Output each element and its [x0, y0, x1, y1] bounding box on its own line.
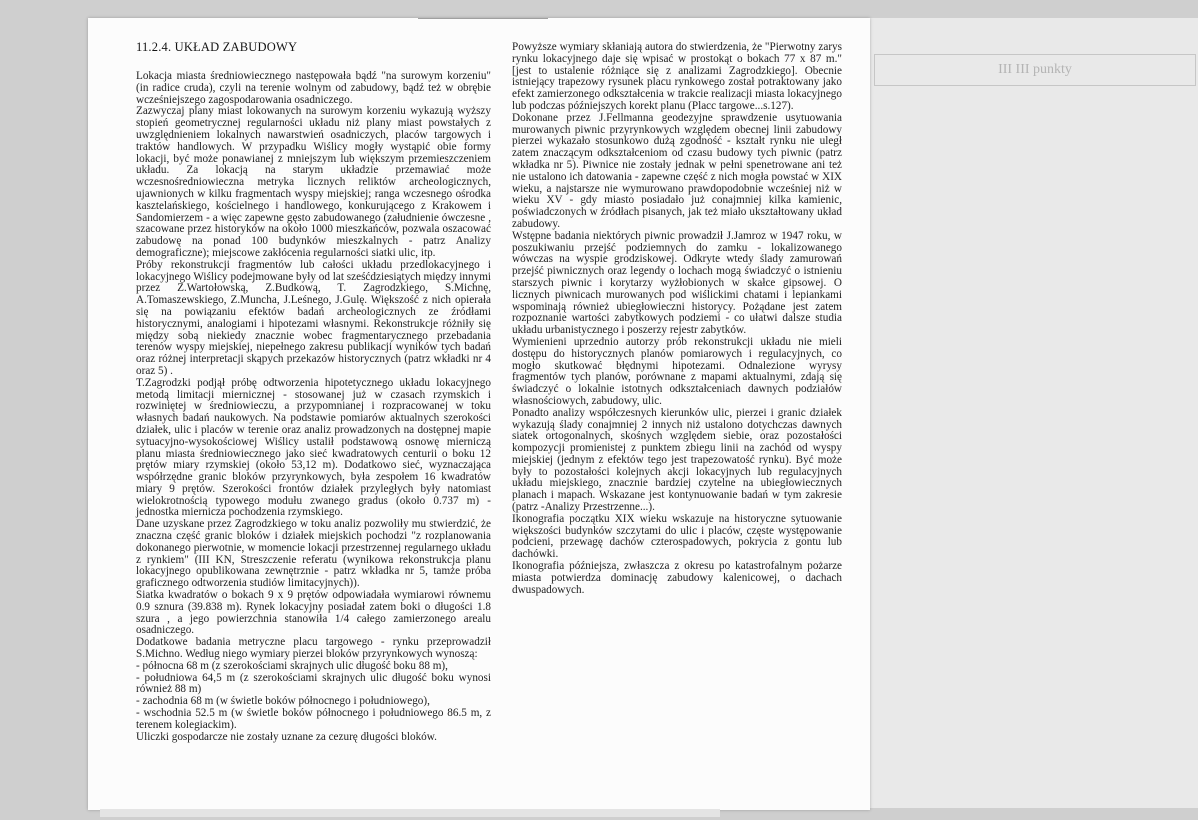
paragraph: Ikonografia późniejsza, zwłaszcza z okresu po katastrofalnym pożarze miasta potwierdza dominację zabudowy kalenicowej, o dachach dwuspadowych.: [512, 560, 842, 596]
paragraph: Siatka kwadratów o bokach 9 x 9 prętów odpowiadała wymiarowi równemu 0.9 sznura (39.838 m). Rynek lokacyjny posiadał zatem boki o długości 1.8 szura , a jego powierzchnia stanowiła 1/4 całego zamierzonego arealu osadniczego.: [136, 589, 491, 637]
section-heading: 11.2.4. UKŁAD ZABUDOWY: [136, 40, 298, 54]
paragraph: Lokacja miasta średniowiecznego następowała bądź "na surowym korzeniu" (in radice cruda), czyli na terenie wolnym od zabudowy, bądź też w obrębie wcześniejszego zagospodarowania osadniczego.: [136, 70, 491, 106]
paragraph: Dodatkowe badania metryczne placu targowego - rynku przeprowadził S.Michno. Według niego wymiary pierzei bloków przyrynkowych wynoszą:: [136, 636, 491, 661]
top-edge-mark: [418, 18, 548, 19]
paragraph: T.Zagrodzki podjął próbę odtworzenia hipotetycznego układu lokacyjnego metodą limitacji miernicznej - stosowanej już w czasach rzymskich i rozwiniętej w średniowieczu, a przypomnianej i rozpracowanej w toku własnych badań naukowych. Na podstawie pomiarów aktualnych szerokości działek, ulic i placów w terenie oraz analiz prowadzonych na dostępnej mapie sytuacyjno-wysokościowej Wiślicy ustalił podstawową osnowę mierniczą planu miasta średniowiecznego jako sieć kwadratowych centurii o boku 12 prętów miary rzymskiej (około 53,12 m). Dodatkowo sieć, wyznaczająca współrzędne granic bloków przyrynkowych, była zespołem 16 kwadratów miary 9 prętów. Szerokości frontów działek przyległych były natomiast wielokrotnością typowego modułu zwanego gradus (około 0.737 m) - jednostka miernicza pochodzenia rzymskiego.: [136, 376, 491, 519]
paragraph: Wstępne badania niektórych piwnic prowadził J.Jamroz w 1947 roku, w poszukiwaniu przejść podziemnych do zamku - lokalizowanego wówczas na wyspie grodziskowej. Odkryte wtedy ślady zamurowań przejść piwnicznych oraz legendy o lochach mogą świadczyć o istnieniu starszych piwnic i korytarzy wyżłobionych w skałce gipsowej. O licznych piwnicach murowanych pod wiślickimi chatami i lepiankami wspominają również ubiegłowieczni historycy. Pożądane jest zatem rozpoznanie wartości zabytkowych podziemi - co ułatwi dalsze studia układu urbanistycznego i poszerzy rejestr zabytków.: [512, 229, 842, 337]
adjacent-page-bleed: [868, 18, 1198, 808]
paragraph: Uliczki gospodarcze nie zostały uznane za cezurę długości bloków.: [136, 730, 437, 743]
document-page: [88, 18, 870, 810]
paragraph: Wymienieni uprzednio autorzy prób rekonstrukcji układu nie mieli dostępu do historycznych planów pomiarowych i regulacyjnych, co mogło skutkować błędnymi hipotezami. Odnalezione wyrysy fragmentów tych planów, porównane z mapami aktualnymi, zdają się świadczyć o lokalnie istotnych odkształceniach dawnych podziałów własnościowych, zabudowy, ulic.: [512, 335, 842, 407]
paragraph: Ponadto analizy współczesnych kierunków ulic, pierzei i granic działek wykazują ślady conajmniej 2 innych niż ustalono dotychczas dawnych siatek ortogonalnych, skośnych względem siebie, oraz pozostałości kompozycji promienistej z punktem zbiegu linii na zachód od wyspy miejskiej (jednym z efektów tego jest trapezowatość rynku). Być może były to pozostałości kolejnych akcji lokacyjnych lub regulacyjnych układu miejskiego, znacznie bardziej czytelne na ubiegłowiecznych planach i mapach. Wskazane jest kontynuowanie badań w tym zakresie (patrz -Analizy Przestrzenne...).: [512, 406, 842, 514]
paragraph: Ikonografia początku XIX wieku wskazuje na historyczne sytuowanie większości budynków szczytami do ulic i placów, częste występowanie podcieni, przewagę dachów czterospadowych, pokrycia z gontu lub dachówki.: [512, 512, 842, 561]
list-item: - północna 68 m (z szerokościami skrajnych ulic długość boku 88 m),: [136, 659, 448, 672]
left-column: [136, 40, 491, 743]
paragraph: Zazwyczaj plany miast lokowanych na surowym korzeniu wykazują wyższy stopień geometrycznej regularności układu niż plany miast powstałych z uwzględnieniem lokalnych nawarstwień osadniczych, placów targowych i traktów handlowych. W przypadku Wiślicy mogły wystąpić obie formy lokacji, być może ponawianej z mniejszym lub większym przemieszczeniem układu. Za lokacją na starym układzie przemawiać może wczesnośredniowieczna metryka licznych reliktów archeologicznych, ujawnionych w kilku fragmentach wyspy miejskiej; ranga wczesnego ośrodka kasztelańskiego, kościelnego i handlowego, konkurującego z Krakowem i Sandomierzem - a więc zapewne gęsto zabudowanego (załudnienie ówczesne , szacowane przez historyków na około 1000 mieszkańców, pozwala oszacować zabudowę na ponad 100 budynków mieszkalnych - patrz Analizy demograficzne); miejscowe zakłócenia regularności siatki ulic, itp.: [136, 105, 491, 259]
paragraph: Powyższe wymiary skłaniają autora do stwierdzenia, że "Pierwotny zarys rynku lokacyjnego daje się wpisać w prostokąt o bokach 77 x 87 m." [jest to ustalenie różniące się z analizami Zagrodzkiego]. Obecnie istniejący trapezowy rysunek placu rynkowego został potraktowany jako efekt zamierzonego odkształcenia w trakcie realizacji miasta lokacyjnego lub podczas późniejszych korekt planu (Placc targowe...s.127).: [512, 41, 842, 112]
right-column: [512, 42, 842, 596]
page-bottom-shadow: [100, 809, 720, 817]
list-item: - zachodnia 68 m (w świetle boków północnego i południowego),: [136, 695, 430, 708]
list-item: - południowa 64,5 m (z szerokościami skrajnych ulic długość boku wynosi również 88 m): [136, 671, 491, 696]
paragraph: Dane uzyskane przez Zagrodzkiego w toku analiz pozwoliły mu stwierdzić, że znaczna część granic bloków i działek miejskich pochodzi "z rozplanowania dokonanego pierwotnie, w momencie lokacji przestrzennej regularnego układu z rynkiem" (III KN, Streszczenie referatu (wynikowa rekonstrukcja planu lokacyjnego opublikowana zewnętrznie - patrz wkładka nr 5, tamże próba graficznego odtworzenia studiów limitacyjnych)).: [136, 518, 491, 590]
adjacent-page-header: III III punkty: [874, 54, 1196, 86]
paragraph: Próby rekonstrukcji fragmentów lub całości układu przedlokacyjnego i lokacyjnego Wiślicy podejmowane były od lat sześćdziesiątych między innymi przez Z.Wartołowską, Z.Budkową, T. Zagrodzkiego, S.Michnę, A.Tomaszewskiego, Z.Muncha, J.Leśnego, J.Gulę. Większość z nich opierała się na powiązaniu efektów badań archeologicznych ze źródłami historycznymi, analogiami i hipotezami własnymi. Rekonstrukcje różniły się między sobą niekiedy znacznie wobec fragmentarycznego przebadania terenów wyspy miejskiej, niepełnego zakresu publikacji wyników tych badań oraz różnej interpretacji skąpych przekazów historycznych (patrz wkładki nr 4 oraz 5) .: [136, 258, 491, 377]
list-item: - wschodnia 52.5 m (w świetle boków północnego i południowego 86.5 m, z terenem kolegiackim).: [136, 707, 491, 731]
paragraph: Dokonane przez J.Fellmanna geodezyjne sprawdzenie usytuowania murowanych piwnic przyrynkowych względem obecnej linii zabudowy pierzei wykazało stosunkowo dużą zgodność - kształt rynku nie uległ zatem znaczącym odkształceniom od czasu budowy tych piwnic (patrz wkładka nr 5). Piwnice nie zostały jednak w pełni spenetrowane ani też nie ustalono ich datowania - zapewne część z nich mogła powstać w XIX wieku, a najstarsze nie wymurowano prawdopodobnie wcześniej niż w wieku XV - gdy miasto posiadało już conajmniej kilka kamienic, poświadczonych w źródłach pisanych, jak też miało ukształtowany układ zabudowy.: [512, 111, 842, 230]
